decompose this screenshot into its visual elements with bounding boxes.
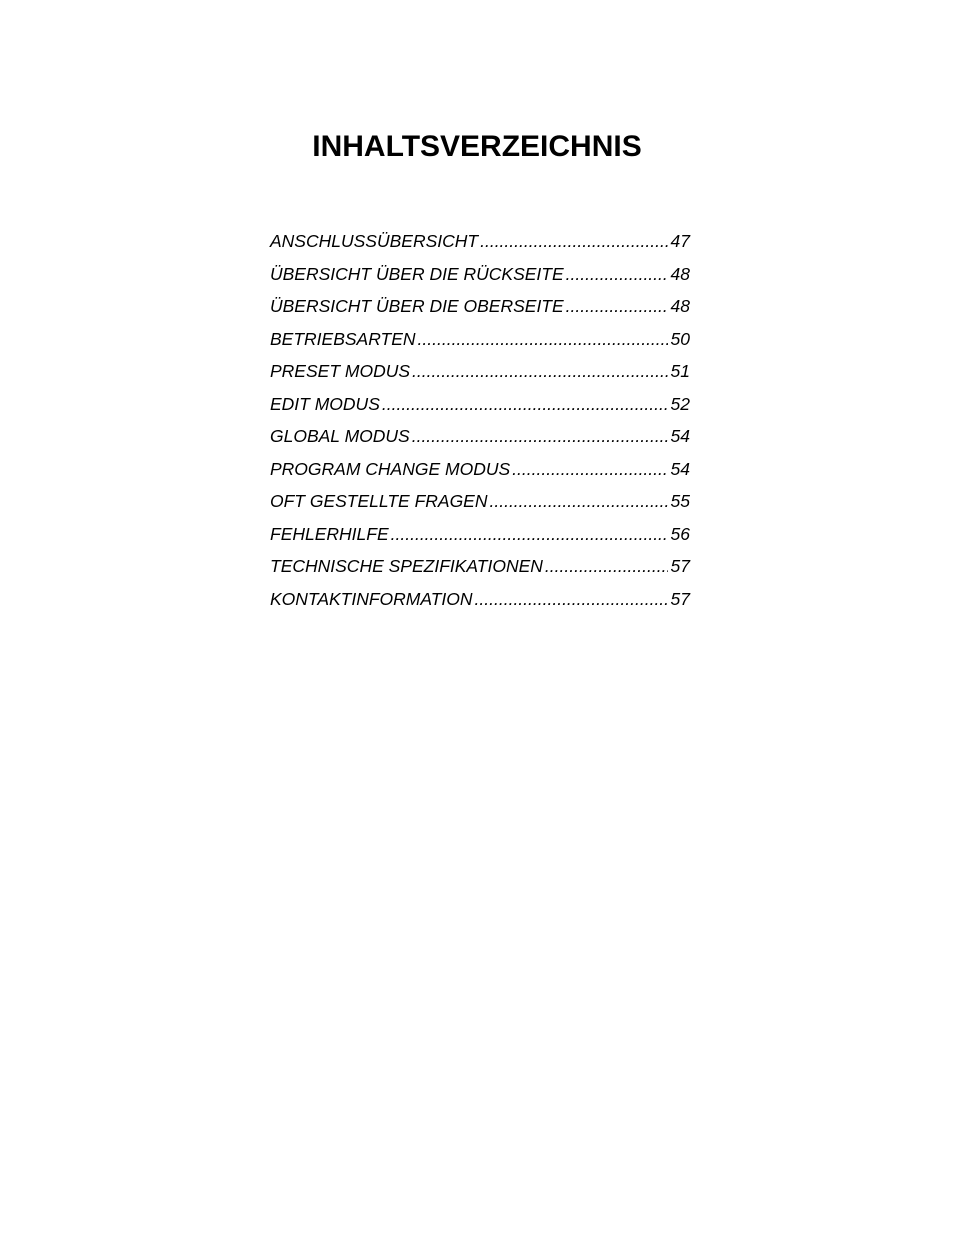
toc-entry-page: 55 — [670, 491, 690, 511]
toc-dot-leader — [391, 520, 668, 548]
toc-entry-page: 54 — [670, 458, 690, 479]
toc-entry-title: OFT GESTELLTE FRAGEN — [270, 491, 488, 511]
table-of-contents — [270, 227, 690, 617]
toc-entry[interactable] — [270, 292, 690, 325]
toc-entry-title: ÜBERSICHT ÜBER DIE OBERSEITE — [270, 296, 564, 316]
toc-dot-leader — [475, 585, 668, 613]
toc-entry-title: GLOBAL MODUS — [270, 426, 410, 446]
toc-entry-title: ANSCHLUSSÜBERSICHT — [270, 231, 479, 251]
toc-dot-leader — [566, 292, 668, 320]
toc-entry-title: TECHNISCHE SPEZIFIKATIONEN — [270, 556, 543, 576]
toc-entry-page: 50 — [670, 328, 690, 349]
toc-entry-page: 48 — [670, 296, 690, 316]
toc-entry[interactable] — [270, 325, 690, 358]
toc-entry[interactable] — [270, 390, 690, 423]
page-title: INHALTSVERZEICHNIS — [312, 130, 642, 163]
toc-entry-title: EDIT MODUS — [270, 393, 380, 414]
toc-entry-page: 47 — [670, 231, 690, 251]
toc-entry-title: PROGRAM CHANGE MODUS — [270, 458, 511, 479]
toc-entry[interactable] — [270, 227, 690, 260]
toc-dot-leader — [545, 552, 668, 580]
toc-entry-page: 54 — [670, 426, 690, 446]
toc-dot-leader — [382, 390, 668, 418]
toc-entry[interactable] — [270, 260, 690, 293]
toc-dot-leader — [412, 357, 668, 385]
toc-entry-page: 57 — [670, 588, 690, 609]
toc-entry-title: ÜBERSICHT ÜBER DIE RÜCKSEITE — [270, 263, 564, 284]
toc-entry[interactable] — [270, 520, 690, 553]
toc-dot-leader — [490, 487, 668, 515]
toc-entry-page: 56 — [670, 523, 690, 544]
toc-dot-leader — [566, 260, 668, 288]
toc-entry[interactable] — [270, 455, 690, 488]
toc-entry-page: 57 — [670, 556, 690, 576]
toc-entry[interactable] — [270, 552, 690, 585]
toc-entry[interactable] — [270, 585, 690, 618]
toc-dot-leader — [412, 422, 668, 450]
toc-dot-leader — [418, 325, 668, 353]
toc-dot-leader — [480, 227, 667, 255]
toc-entry-title: KONTAKTINFORMATION — [270, 588, 473, 609]
toc-entry[interactable] — [270, 357, 690, 390]
toc-entry-page: 51 — [670, 361, 690, 381]
toc-entry-title: BETRIEBSARTEN — [270, 328, 416, 349]
toc-entry[interactable] — [270, 422, 690, 455]
toc-entry-page: 48 — [670, 263, 690, 284]
toc-entry-title: PRESET MODUS — [270, 361, 411, 381]
toc-dot-leader — [512, 455, 667, 483]
toc-entry-page: 52 — [670, 393, 690, 414]
toc-entry-title: FEHLERHILFE — [270, 523, 389, 544]
toc-entry[interactable] — [270, 487, 690, 520]
